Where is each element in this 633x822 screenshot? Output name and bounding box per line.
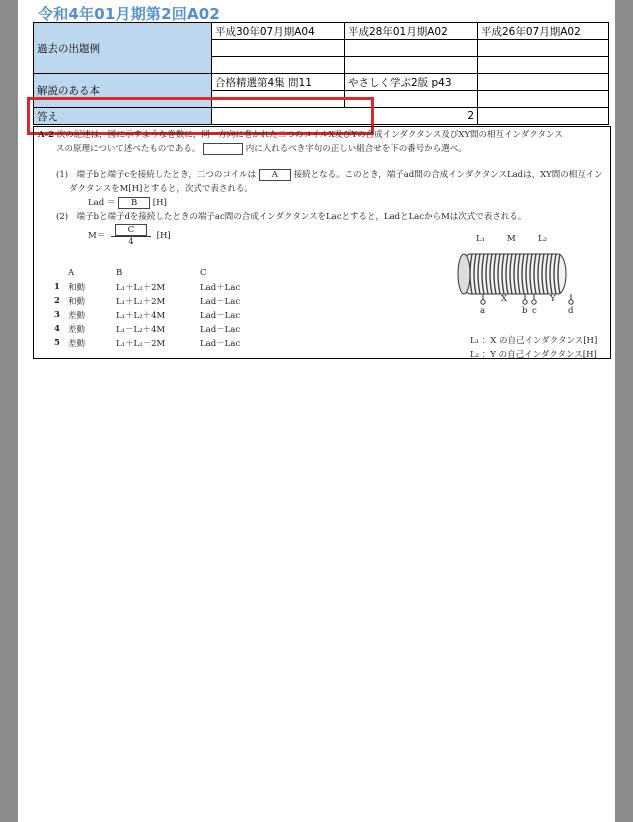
option-a: 和動 (68, 283, 86, 293)
option-a: 差動 (68, 325, 86, 335)
blank-box (203, 143, 243, 155)
page-title: 令和4年01月期第2回A02 (38, 5, 221, 23)
option-number: 2 (54, 296, 60, 306)
coil-diagram (454, 248, 584, 316)
option-number: 1 (54, 282, 60, 292)
item2-line: (2) 端子bと端子dを接続したときの端子ac間の合成インダクタンスをLacとすると，LadとLacからMは次式で表される。 (56, 212, 527, 222)
option-b: L₁－L₂＋4M (116, 325, 166, 335)
option-row (54, 294, 270, 308)
document-page (18, 0, 615, 822)
options-table (54, 266, 270, 350)
coil-core-end (458, 254, 470, 294)
history-label: 過去の出題例 (34, 23, 212, 74)
option-a: 差動 (68, 311, 86, 321)
equation-2-unit: [H] (156, 231, 171, 241)
blank-box-b: B (118, 197, 150, 209)
blank-box-c: C (115, 224, 147, 236)
option-b: L₁＋L₂＋4M (116, 311, 166, 321)
item1-text-b: 接続となる。このとき，端子ad間の合成インダクタンスLadは，XY間の相互イン (293, 170, 603, 180)
item1-line-2: ダクタンスをM[H]とすると，次式で表される。 (69, 184, 253, 194)
option-b: L₁＋L₂－2M (116, 339, 166, 349)
terminal-a: a (480, 306, 486, 316)
book-item-3 (478, 74, 609, 91)
label-m: M (507, 234, 516, 244)
problem-intro-line-1 (38, 128, 563, 140)
history-empty-cell (212, 57, 345, 74)
answer-value: 2 (212, 108, 478, 125)
book-item-2: やさしく学ぶ2版 p43 (345, 74, 478, 91)
equation-1 (88, 196, 167, 209)
caption-l1: L₁ ：X の自己インダクタンス[H] (470, 336, 598, 346)
option-c: Lad－Lac (200, 339, 241, 349)
equation-2 (88, 224, 171, 247)
options-header-cell: B (116, 268, 123, 278)
equation-1-lhs: Lad ＝ (88, 198, 116, 208)
problem-number: A-2 (38, 130, 55, 140)
equation-2-lhs: M＝ (88, 231, 106, 241)
problem-intro-line-2 (56, 142, 467, 155)
option-c: Lad－Lac (200, 325, 241, 335)
options-header-cell: A (68, 268, 75, 278)
label-l1: L₁ (476, 234, 486, 244)
terminal-b: b (522, 306, 528, 316)
item1-line-1 (56, 168, 603, 181)
option-c: Lad－Lac (200, 297, 241, 307)
answer-label: 答え (34, 108, 212, 125)
problem-intro-text-1: 次の記述は，図に示すような巻数に，同一方向に巻かれた二つのコイルX及びYの合成インダクタンス及びXY間の相互インダクタンス (56, 130, 563, 140)
options-header-row (54, 266, 270, 280)
option-a: 差動 (68, 339, 86, 349)
option-number: 5 (54, 338, 60, 348)
option-row (54, 336, 270, 350)
answer-empty-cell (478, 108, 609, 125)
option-b: L₁＋L₂＋2M (116, 297, 166, 307)
option-b: L₁＋L₂＋2M (116, 283, 166, 293)
history-empty-cell (212, 40, 345, 57)
option-a: 和動 (68, 297, 86, 307)
option-row (54, 280, 270, 294)
history-empty-cell (345, 57, 478, 74)
history-empty-cell (478, 40, 609, 57)
options-header-cell: C (200, 268, 207, 278)
problem-intro-text-2b: 内に入れるべき字句の正しい組合せを下の番号から選べ。 (245, 144, 467, 154)
history-empty-cell (345, 40, 478, 57)
option-c: Lad－Lac (200, 311, 241, 321)
problem-intro-text-2a: スの原理について述べたものである。 (56, 144, 201, 154)
item1-text-a: (1) 端子bと端子cを接続したとき，二つのコイルは (56, 170, 257, 180)
option-number: 4 (54, 324, 60, 334)
equation-2-denominator: 4 (128, 237, 134, 247)
history-empty-cell (478, 57, 609, 74)
coil-leads (481, 294, 573, 304)
books-label: 解説のある本 (34, 74, 212, 108)
label-l2: L₂ (538, 234, 548, 244)
equation-2-fraction (111, 224, 151, 247)
terminal-x: X (501, 294, 508, 304)
history-item-1: 平成30年07月期A04 (212, 23, 345, 40)
terminal-d: d (568, 306, 574, 316)
option-number: 3 (54, 310, 60, 320)
book-item-1: 合格精選第4集 問11 (212, 74, 345, 91)
caption-l2: L₂ ：Y の自己インダクタンス[H] (470, 350, 597, 360)
options-header-cell (54, 266, 68, 280)
terminal-y: Y (550, 294, 556, 304)
option-row (54, 308, 270, 322)
option-c: Lad＋Lac (200, 283, 241, 293)
blank-box-a: A (259, 169, 291, 181)
terminal-c: c (532, 306, 537, 316)
books-empty-cell (478, 91, 609, 108)
history-item-2: 平成28年01月期A02 (345, 23, 478, 40)
history-item-3: 平成26年07月期A02 (478, 23, 609, 40)
option-row (54, 322, 270, 336)
equation-1-unit: [H] (152, 198, 167, 208)
